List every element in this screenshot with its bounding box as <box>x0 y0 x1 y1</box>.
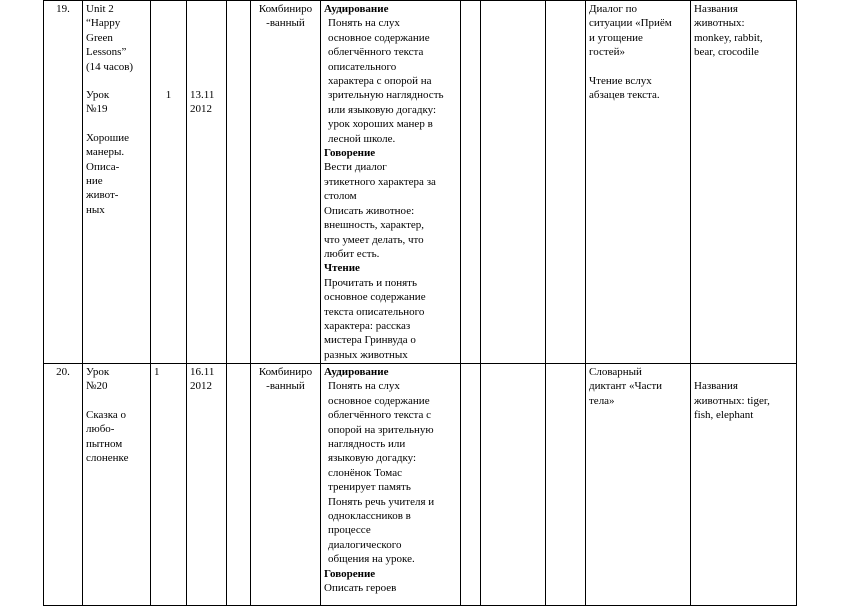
listening-heading: Аудирование <box>324 3 389 15</box>
date-value: 13.11 2012 <box>190 89 215 116</box>
vocabulary-cell: Названия животных: tiger, fish, elephant <box>691 364 797 606</box>
row-number: 20. <box>44 364 83 606</box>
date-value: 16.11 2012 <box>187 364 227 606</box>
lesson-title: Хорошие манеры. Описа- ние живот- ных <box>86 131 129 216</box>
reading-text: Прочитать и понять основное содержание текста описательного характера: рассказ мистера Гринвуда о разных животных <box>324 276 426 361</box>
hours-value: 1 <box>151 364 187 606</box>
activities-cell <box>321 1 461 364</box>
speaking-heading: Говорение <box>324 567 376 580</box>
unit-title: Unit 2 “Happy Green Lessons” (14 часов) <box>86 3 134 73</box>
table-row <box>44 364 797 606</box>
empty-cell <box>461 364 481 606</box>
lesson-plan-table <box>43 0 797 606</box>
speaking-text: Вести диалог этикетного характера за столом Описать животное: внешность, характер, что умеет делать, что любит есть. <box>324 161 436 260</box>
lesson-number: Урок №19 <box>86 89 110 116</box>
hours-value: 1 <box>165 89 172 101</box>
empty-cell <box>481 1 546 364</box>
lesson-type: Комбиниро -ванный <box>251 1 321 364</box>
listening-text: Понять на слух основное содержание облегчённого текста описательного характера с опорой на зрительную наглядность или языковую догадку: урок хороших манер в лесной школе. <box>328 17 444 145</box>
activities-cell <box>321 364 461 606</box>
hours-cell <box>151 1 187 364</box>
lesson-topic-cell <box>83 364 151 606</box>
vocabulary-cell: Названия животных: monkey, rabbit, bear, crocodile <box>691 1 797 364</box>
lesson-type: Комбиниро -ванный <box>251 364 321 606</box>
reading-heading: Чтение <box>324 262 360 275</box>
empty-cell <box>546 364 586 606</box>
row-number: 19. <box>44 1 83 364</box>
listening-heading: Аудирование <box>324 366 389 378</box>
lesson-number: Урок №20 <box>86 366 110 393</box>
date-cell <box>187 1 227 364</box>
control-cell: Словарный диктант «Части тела» <box>586 364 691 606</box>
listening-text: Понять на слух основное содержание облегчённого текста с опорой на зрительную наглядность или языковую догадку: слонёнок Томас тренирует память Понять речь учителя и одноклассников в процессе диалогического общения на уроке. <box>328 380 435 566</box>
lesson-topic-cell <box>83 1 151 364</box>
empty-cell <box>227 364 251 606</box>
speaking-text: Описать героев <box>324 582 397 595</box>
empty-cell <box>546 1 586 364</box>
control-cell: Диалог по ситуации «Приём и угощение гостей» Чтение вслух абзацев текста. <box>586 1 691 364</box>
empty-cell <box>461 1 481 364</box>
lesson-title: Сказка о любо- пытном слоненке <box>86 408 129 465</box>
empty-cell <box>227 1 251 364</box>
table-row <box>44 1 797 364</box>
speaking-heading: Говорение <box>324 147 376 160</box>
empty-cell <box>481 364 546 606</box>
